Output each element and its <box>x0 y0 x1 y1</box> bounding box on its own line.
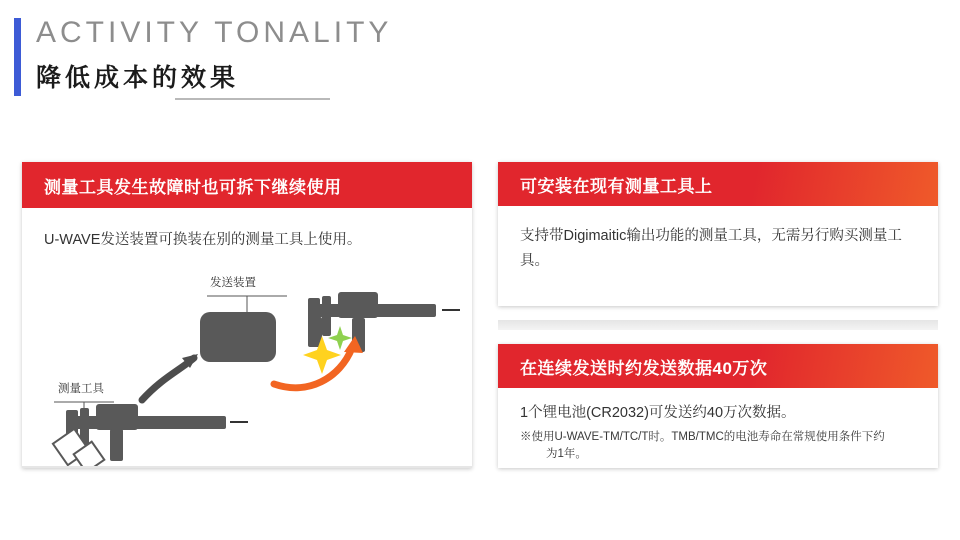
card-right-bottom <box>498 344 938 468</box>
label-transmitter: 发送装置 <box>210 277 256 289</box>
card-right-top-heading: 可安装在现有测量工具上 <box>520 176 713 196</box>
illustration-svg <box>22 274 472 468</box>
note-line-2: 为1年。 <box>546 448 587 461</box>
page-title-en: ACTIVITY TONALITY <box>36 16 393 49</box>
card-right-bottom-body <box>498 388 938 474</box>
card-right-bottom-header <box>498 344 938 388</box>
page-title-cn: 降低成本的效果 <box>36 64 240 92</box>
card-left-bottom-divider <box>22 466 472 468</box>
card-right-bottom-heading: 在连续发送时约发送数据40万次 <box>520 358 768 378</box>
page-header <box>0 10 960 100</box>
card-left <box>22 162 472 468</box>
card-right-top <box>498 162 938 306</box>
note-line-1: ※使用U-WAVE-TM/TC/T时。TMB/TMC的电池寿命在常规使用条件下约 <box>520 431 885 444</box>
card-right-top-header <box>498 162 938 206</box>
title-underline <box>175 98 330 100</box>
right-cards-divider <box>498 320 938 330</box>
card-left-heading: 测量工具发生故障时也可拆下继续使用 <box>44 177 342 197</box>
card-right-bottom-text: 1个锂电池(CR2032)可发送约40万次数据。 <box>520 405 796 421</box>
card-left-body: U-WAVE发送装置可换装在别的测量工具上使用。 <box>44 232 362 248</box>
card-left-illustration <box>22 274 472 468</box>
card-right-top-body: 支持带Digimaitic输出功能的测量工具，无需另行购买测量工具。 <box>520 228 902 270</box>
label-measuring-tool: 测量工具 <box>58 383 104 395</box>
card-left-header <box>22 162 472 208</box>
card-right-bottom-note <box>520 429 916 464</box>
accent-bar <box>14 18 21 96</box>
